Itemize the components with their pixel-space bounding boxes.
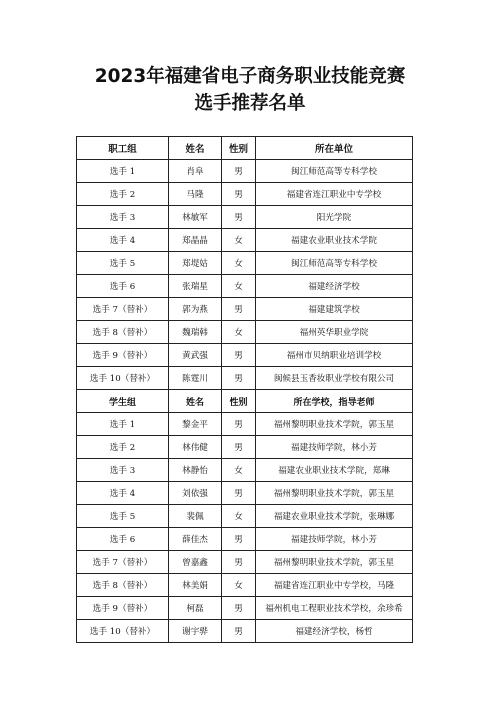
document-subtitle: 选手推荐名单 (194, 93, 306, 114)
table-row (77, 482, 413, 505)
staff-gender-cell: 女 (222, 229, 256, 252)
staff-seat-cell: 选手 6 (77, 275, 169, 298)
student-seat-cell: 选手 10（替补） (77, 620, 169, 643)
staff-affiliation-cell: 福州市贝纳职业培训学校 (256, 344, 413, 367)
staff-name-cell: 陈霆川 (169, 367, 222, 390)
staff-seat-cell: 选手 10（替补） (77, 367, 169, 390)
staff-gender-cell: 女 (222, 275, 256, 298)
staff-name-cell: 黄武强 (169, 344, 222, 367)
student-affiliation-cell: 福建技师学院，林小芳 (256, 528, 413, 551)
staff-name-cell: 郑堤姑 (169, 252, 222, 275)
table-row (77, 252, 413, 275)
table-row (77, 183, 413, 206)
student-gender-cell: 男 (222, 551, 256, 574)
table-row (77, 160, 413, 183)
student-affiliation-cell: 福州黎明职业技术学院，郭玉星 (256, 551, 413, 574)
student-gender-cell: 男 (222, 528, 256, 551)
staff-seat-cell: 选手 5 (77, 252, 169, 275)
table-row (77, 459, 413, 482)
staff-header-gender: 性别 (222, 137, 256, 160)
table-row (77, 206, 413, 229)
table-row (77, 436, 413, 459)
staff-gender-cell: 男 (222, 183, 256, 206)
student-name-cell: 薛佳杰 (169, 528, 222, 551)
student-affiliation-cell: 福州机电工程职业技术学校，余珍希 (256, 597, 413, 620)
student-seat-cell: 选手 4 (77, 482, 169, 505)
table-row (77, 505, 413, 528)
staff-gender-cell: 男 (222, 367, 256, 390)
staff-gender-cell: 女 (222, 321, 256, 344)
table-row (77, 528, 413, 551)
staff-name-cell: 林敏军 (169, 206, 222, 229)
staff-seat-cell: 选手 4 (77, 229, 169, 252)
staff-name-cell: 魏瑞韩 (169, 321, 222, 344)
staff-gender-cell: 男 (222, 298, 256, 321)
student-name-cell: 柯磊 (169, 597, 222, 620)
student-header-name: 姓名 (169, 390, 222, 413)
table-row (77, 298, 413, 321)
student-affiliation-cell: 福建技师学院，林小芳 (256, 436, 413, 459)
staff-affiliation-cell: 闽候县玉香妆职业学校有限公司 (256, 367, 413, 390)
staff-gender-cell: 女 (222, 252, 256, 275)
table-row (77, 597, 413, 620)
document-title: 2023年福建省电子商务职业技能竞赛 (94, 66, 406, 87)
student-header-gender: 性别 (222, 390, 256, 413)
staff-name-cell: 郑晶晶 (169, 229, 222, 252)
table-row (77, 275, 413, 298)
student-gender-cell: 女 (222, 574, 256, 597)
student-gender-cell: 男 (222, 482, 256, 505)
staff-affiliation-cell: 福建经济学校 (256, 275, 413, 298)
student-gender-cell: 女 (222, 459, 256, 482)
staff-group-header-row (77, 137, 413, 160)
staff-seat-cell: 选手 3 (77, 206, 169, 229)
student-affiliation-cell: 福建农业职业技术学院，张琳娜 (256, 505, 413, 528)
table-row (77, 344, 413, 367)
student-name-cell: 刘依强 (169, 482, 222, 505)
student-affiliation-cell: 福建经济学校，杨哲 (256, 620, 413, 643)
staff-seat-cell: 选手 2 (77, 183, 169, 206)
student-affiliation-cell: 福建省连江职业中专学校，马隆 (256, 574, 413, 597)
student-seat-cell: 选手 1 (77, 413, 169, 436)
student-seat-cell: 选手 7（替补） (77, 551, 169, 574)
staff-name-cell: 张瑞星 (169, 275, 222, 298)
staff-affiliation-cell: 闽江师范高等专科学校 (256, 252, 413, 275)
staff-seat-cell: 选手 1 (77, 160, 169, 183)
staff-affiliation-cell: 福建省连江职业中专学校 (256, 183, 413, 206)
table-row (77, 367, 413, 390)
staff-name-cell: 马隆 (169, 183, 222, 206)
student-name-cell: 林静怡 (169, 459, 222, 482)
student-gender-cell: 女 (222, 505, 256, 528)
student-seat-cell: 选手 6 (77, 528, 169, 551)
staff-gender-cell: 男 (222, 160, 256, 183)
staff-seat-cell: 选手 7（替补） (77, 298, 169, 321)
table-row (77, 620, 413, 643)
staff-header-name: 姓名 (169, 137, 222, 160)
staff-affiliation-cell: 闽江师范高等专科学校 (256, 160, 413, 183)
table-row (77, 413, 413, 436)
staff-header-seat: 职工组 (77, 137, 169, 160)
student-seat-cell: 选手 8（替补） (77, 574, 169, 597)
staff-seat-cell: 选手 8（替补） (77, 321, 169, 344)
student-gender-cell: 男 (222, 597, 256, 620)
student-name-cell: 黎金平 (169, 413, 222, 436)
staff-affiliation-cell: 福建农业职业技术学院 (256, 229, 413, 252)
student-name-cell: 曾嘉鑫 (169, 551, 222, 574)
student-group-header-row (77, 390, 413, 413)
student-seat-cell: 选手 3 (77, 459, 169, 482)
student-name-cell: 林伟健 (169, 436, 222, 459)
table-row (77, 229, 413, 252)
student-gender-cell: 男 (222, 436, 256, 459)
staff-gender-cell: 男 (222, 206, 256, 229)
student-affiliation-cell: 福州黎明职业技术学院，郭玉星 (256, 413, 413, 436)
student-name-cell: 谢宇骅 (169, 620, 222, 643)
student-name-cell: 林美娟 (169, 574, 222, 597)
student-gender-cell: 男 (222, 413, 256, 436)
nominee-table (76, 136, 413, 643)
staff-affiliation-cell: 福州英华职业学院 (256, 321, 413, 344)
staff-header-affiliation: 所在单位 (256, 137, 413, 160)
student-seat-cell: 选手 5 (77, 505, 169, 528)
staff-name-cell: 郭为燕 (169, 298, 222, 321)
student-affiliation-cell: 福建农业职业技术学院，郑琳 (256, 459, 413, 482)
staff-seat-cell: 选手 9（替补） (77, 344, 169, 367)
student-affiliation-cell: 福州黎明职业技术学院，郭玉星 (256, 482, 413, 505)
student-gender-cell: 男 (222, 620, 256, 643)
student-seat-cell: 选手 9（替补） (77, 597, 169, 620)
student-seat-cell: 选手 2 (77, 436, 169, 459)
table-row (77, 574, 413, 597)
table-row (77, 321, 413, 344)
staff-affiliation-cell: 福建建筑学校 (256, 298, 413, 321)
student-header-seat: 学生组 (77, 390, 169, 413)
student-header-affiliation: 所在学校，指导老师 (256, 390, 413, 413)
table-row (77, 551, 413, 574)
staff-name-cell: 肖阜 (169, 160, 222, 183)
staff-affiliation-cell: 阳光学院 (256, 206, 413, 229)
staff-gender-cell: 男 (222, 344, 256, 367)
student-name-cell: 裴佩 (169, 505, 222, 528)
